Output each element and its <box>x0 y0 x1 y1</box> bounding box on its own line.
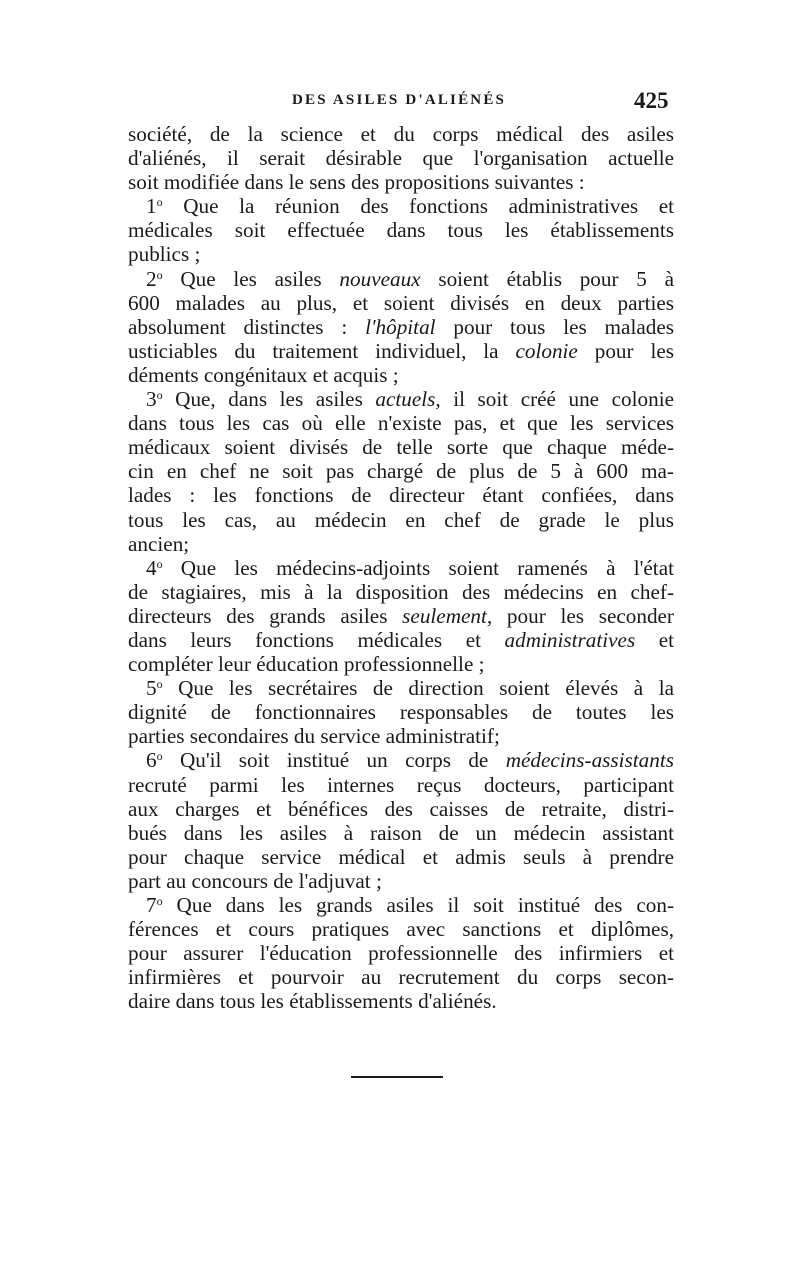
text-line: usticiables du traitement individuel, la colonie pour les <box>128 338 674 363</box>
item-number: 1 <box>146 194 157 219</box>
degree-mark: o <box>156 677 163 692</box>
item-number: 6 <box>146 748 157 773</box>
proposition-5-line: 5$^o$ Que les secrétaires de direction soient élevés à la <box>146 676 674 701</box>
text-line: recruté parmi les internes reçus docteurs, participant <box>128 772 674 797</box>
page-number: 425 <box>634 88 669 113</box>
text-line: médicaux soient divisés de telle sorte que chaque méde- <box>128 435 674 460</box>
body-text <box>128 122 674 1013</box>
italic-term: actuels, <box>375 387 441 412</box>
text-line: déments congénitaux et acquis ; <box>128 362 399 387</box>
italic-term: administratives <box>504 627 636 652</box>
text-line: cin en chef ne soit pas chargé de plus de 5 à 600 ma- <box>128 459 674 484</box>
text-line: directeurs des grands asiles seulement, pour les seconder <box>128 603 674 628</box>
text-line: tous les cas, au médecin en chef de grade le plus <box>128 507 674 532</box>
text-line: médicales soit effectuée dans tous les établissements <box>128 218 674 243</box>
item-number: 7 <box>146 893 157 917</box>
degree-mark: o <box>156 894 163 908</box>
proposition-2-line: 2$^o$ Que les asiles nouveaux soient établis pour 5 à <box>146 266 674 291</box>
text-line: publics ; <box>128 242 201 267</box>
text-line: compléter leur éducation professionnelle ; <box>128 652 485 677</box>
text-line: part au concours de l'adjuvat ; <box>128 868 382 893</box>
proposition-3-line: 3$^o$ Que, dans les asiles actuels, il soit créé une colonie <box>146 387 674 412</box>
text-line: aux charges et bénéfices des caisses de retraite, distri- <box>128 796 674 821</box>
section-end-rule <box>351 1076 443 1078</box>
italic-term: l'hôpital <box>365 314 436 339</box>
item-number: 5 <box>146 676 157 701</box>
text-line: d'aliénés, il serait désirable que l'organisation actuelle <box>128 146 674 171</box>
item-number: 4 <box>146 555 157 580</box>
degree-mark: o <box>156 195 163 210</box>
text-line: dans leurs fonctions médicales et administratives et <box>128 627 675 652</box>
italic-term: nouveaux <box>339 266 421 291</box>
degree-mark: o <box>156 388 163 403</box>
text-line: ancien; <box>128 531 190 556</box>
proposition-4-line: 4$^o$ Que les médecins-adjoints soient ramenés à l'état <box>146 555 674 580</box>
text-line: férences et cours pratiques avec sanctions et diplômes, <box>128 917 674 942</box>
text-line: soit modifiée dans le sens des propositions suivantes : <box>128 170 585 195</box>
text-line: dignité de fonctionnaires responsables de toutes les <box>128 700 674 725</box>
proposition-1-line: 1$^o$ Que la réunion des fonctions administratives et <box>146 194 674 219</box>
text-line: lades : les fonctions de directeur étant confiées, dans <box>128 483 674 508</box>
text-line: absolument distinctes : l'hôpital pour tous les malades <box>128 314 674 339</box>
proposition-6-line: 6$^o$ Qu'il soit institué un corps de médecins-assistants <box>146 748 674 773</box>
degree-mark: o <box>156 556 163 571</box>
italic-term: seulement, <box>402 603 493 628</box>
italic-term: médecins-assistants <box>505 748 674 773</box>
running-title: DES ASILES D'ALIÉNÉS <box>292 92 507 108</box>
text-line: infirmières et pourvoir au recrutement du corps secon- <box>128 965 674 990</box>
item-number: 3 <box>146 387 157 412</box>
text-line: pour assurer l'éducation professionnelle des infirmiers et <box>128 941 674 966</box>
text-line: parties secondaires du service administratif; <box>128 724 500 749</box>
text-line: bués dans les asiles à raison de un médecin assistant <box>128 820 674 845</box>
text-line: daire dans tous les établissements d'aliénés. <box>128 989 497 1014</box>
degree-mark: o <box>156 749 163 764</box>
text-line: société, de la science et du corps médical des asiles <box>128 122 674 146</box>
item-number: 2 <box>146 266 157 291</box>
text-line: de stagiaires, mis à la disposition des médecins en chef- <box>128 579 674 604</box>
degree-mark: o <box>156 267 163 282</box>
text-line: dans tous les cas où elle n'existe pas, et que les services <box>128 411 674 436</box>
italic-term: colonie <box>515 338 578 363</box>
proposition-7-line: 7$^o$ Que dans les grands asiles il soit institué des con- <box>146 893 674 917</box>
text-line: pour chaque service médical et admis seuls à prendre <box>128 844 674 869</box>
text-line: 600 malades au plus, et soient divisés en deux parties <box>128 290 674 315</box>
